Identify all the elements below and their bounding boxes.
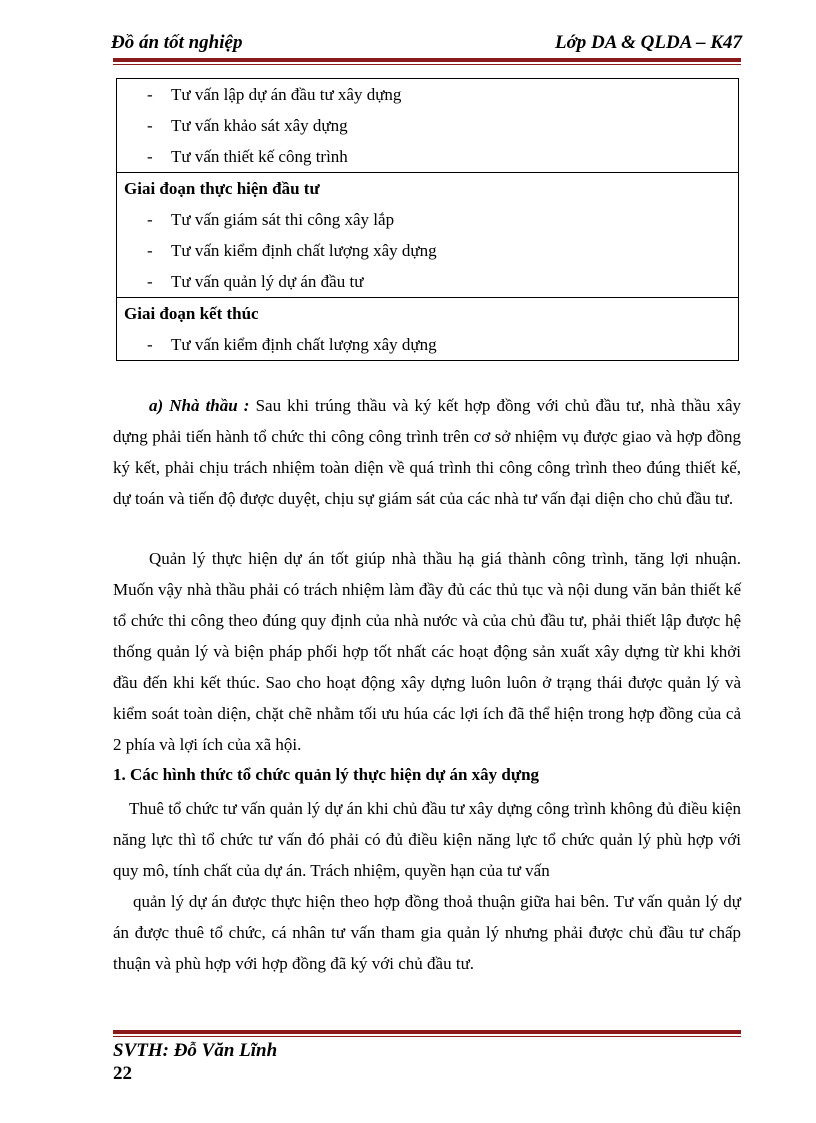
phase-heading: Giai đoạn thực hiện đầu tư (117, 173, 739, 205)
bullet: - (147, 334, 153, 354)
header-rule-thin (113, 64, 741, 65)
list-item: Tư vấn thiết kế công trình (171, 146, 348, 166)
consulting-phases-table (116, 78, 739, 361)
paragraph-consulting-cont: quản lý dự án được thực hiện theo hợp đồng thoả thuận giữa hai bên. Tư vấn quản lý dự án được thuê tổ chức, cá nhân tư vấn tham gia quản lý nhưng phải được chủ đầu tư chấp thuận và phù hợp với hợp đồng đã ký với chủ đầu tư. (113, 892, 741, 973)
list-item: Tư vấn giám sát thi công xây lắp (171, 209, 395, 229)
table-row (117, 235, 739, 266)
list-item: Tư vấn kiểm định chất lượng xây dựng (171, 240, 437, 260)
table-row (117, 329, 739, 361)
header-rule (113, 58, 741, 62)
table-row (117, 204, 739, 235)
bullet: - (147, 146, 153, 166)
paragraph-text: Sau khi trúng thầu và ký kết hợp đồng với chủ đầu tư, nhà thầu xây dựng phải tiến hành tổ chức thi công công trình trên cơ sở nhiệm vụ được giao và hợp đồng ký kết, phải chịu trách nhiệm toàn diện về quá trình thi công công trình theo đúng thiết kế, dự toán và tiến độ được duyệt, chịu sự giám sát của các nhà tư vấn đại diện cho chủ đầu tư. (113, 396, 741, 508)
bullet: - (147, 115, 153, 135)
paragraph-management: Quản lý thực hiện dự án tốt giúp nhà thầu hạ giá thành công trình, tăng lợi nhuận. Muốn vậy nhà thầu phải có trách nhiệm làm đầy đủ các thủ tục và nội dung văn bản thiết kế tổ chức thi công theo đúng quy định của nhà nước và của chủ đầu tư, phải thiết lập được hệ thống quản lý và biện pháp phối hợp tốt nhất các hoạt động sản xuất xây dựng từ khi khởi đầu đến khi kết thúc. Sao cho hoạt động xây dựng luôn luôn ở trạng thái được quản lý và kiểm soát toàn diện, chặt chẽ nhằm tối ưu húa các lợi ích đã thể hiện trong hợp đồng của cả 2 phía và lợi ích của xã hội. (113, 549, 741, 754)
footer-author: SVTH: Đỗ Văn Lĩnh (113, 1040, 278, 1061)
table-row (117, 141, 739, 173)
header-title-left: Đồ án tốt nghiệp (111, 32, 243, 53)
table-row (117, 173, 739, 205)
table-row (117, 266, 739, 298)
phase-heading: Giai đoạn kết thúc (117, 298, 739, 330)
list-item: Tư vấn khảo sát xây dựng (171, 115, 348, 135)
table-row (117, 110, 739, 141)
bullet: - (147, 271, 153, 291)
bullet: - (147, 209, 153, 229)
section-heading: 1. Các hình thức tổ chức quản lý thực hiện dự án xây dựng (113, 765, 540, 784)
list-item: Tư vấn quản lý dự án đầu tư (171, 271, 364, 291)
paragraph-consulting: Thuê tổ chức tư vấn quản lý dự án khi chủ đầu tư xây dựng công trình không đủ điều kiện năng lực thì tổ chức tư vấn đó phải có đủ điều kiện năng lực tổ chức quản lý phù hợp với quy mô, tính chất của dự án. Trách nhiệm, quyền hạn của tư vấn (113, 799, 741, 880)
list-item: Tư vấn kiểm định chất lượng xây dựng (171, 334, 437, 354)
header-title-right: Lớp DA & QLDA – K47 (554, 32, 742, 53)
table-row (117, 298, 739, 330)
bullet: - (147, 240, 153, 260)
table-row (117, 79, 739, 111)
footer-rule-thin (113, 1036, 741, 1037)
paragraph-lead: a) Nhà thầu : (149, 396, 250, 415)
paragraph-contractor (113, 390, 741, 514)
bullet: - (147, 84, 153, 104)
page-number: 22 (113, 1063, 132, 1084)
footer-rule (113, 1030, 741, 1034)
list-item: Tư vấn lập dự án đầu tư xây dựng (171, 84, 402, 104)
